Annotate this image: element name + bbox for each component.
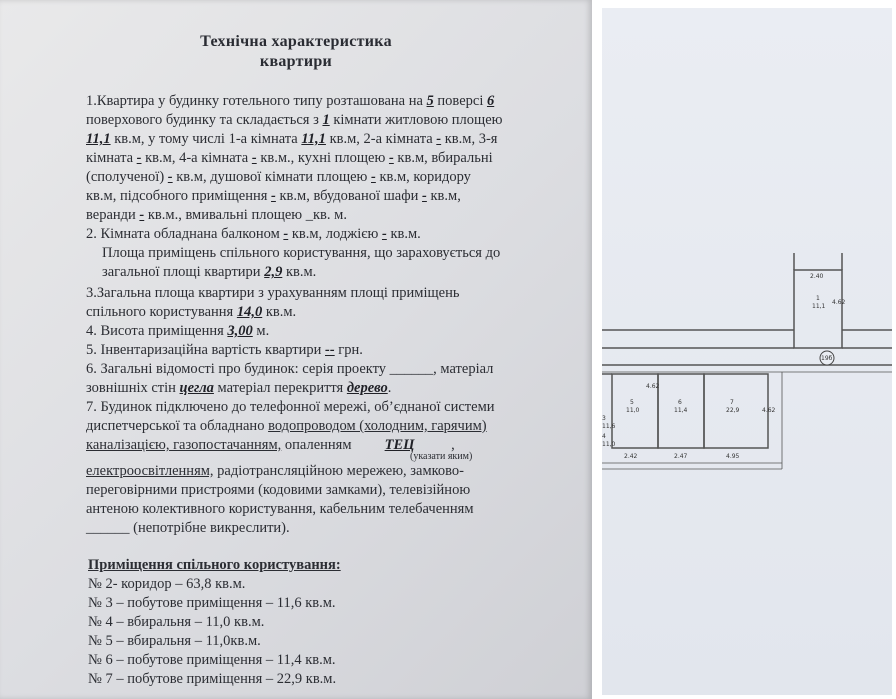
top-room-number: 1 [816, 295, 820, 302]
room7-area: 22,9 [726, 407, 740, 414]
p7-line6: антеною колективного користування, кабельним телебаченням [86, 501, 474, 517]
floor-plan [602, 8, 892, 695]
room6-area: 11,4 [674, 407, 688, 414]
common-room-item: № 6 – побутове приміщення – 11,4 кв.м. [88, 652, 336, 668]
plan-marker: 19б [821, 355, 833, 362]
ceiling-material-value: дерево [346, 380, 388, 396]
common-room-item: № 3 – побутове приміщення – 11,6 кв.м. [88, 595, 336, 611]
p6-line2: зовнішніх стін цегла матеріал перекриття дерево. [86, 380, 392, 396]
floors-value: 6 [486, 93, 495, 109]
heating-hint: (указати яким) [410, 451, 473, 462]
p3-line1: 3.Загальна площа квартири з урахуванням площі приміщень [86, 285, 460, 301]
rooms-value: 1 [322, 112, 330, 128]
water-supply-text: водопроводом (холодним, гарячим) [268, 418, 487, 434]
p2-line3: загальної площі квартири 2,9 кв.м. [102, 264, 317, 280]
room6-number: 6 [678, 399, 682, 406]
room5-width: 2.42 [624, 453, 638, 460]
room5-side: 4.62 [646, 383, 660, 390]
common-room-item: № 4 – вбиральня – 11,0 кв.м. [88, 614, 265, 630]
wall-material-value: цегла [179, 380, 214, 396]
p1-line6: кв.м, підсобного приміщення - кв.м, вбудованої шафи - кв.м, [86, 188, 461, 204]
room7-number: 7 [730, 399, 734, 406]
top-room-depth: 4.62 [832, 299, 846, 306]
left-label: 11,0 [602, 441, 616, 448]
p1-line4: кімната - кв.м, 4-а кімната - кв.м., кухні площею - кв.м, вбиральні [86, 150, 493, 166]
p4-line: 4. Висота приміщення 3,00 м. [86, 323, 270, 339]
doc-title-line1: Технічна характеристика [200, 33, 392, 50]
p7-line2: диспетчерської та обладнано водопроводом (холодним, гарячим) [86, 418, 487, 434]
left-label: 4 [602, 433, 606, 440]
left-label: 3 [602, 415, 606, 422]
p7-line5: переговірними пристроями (кодовими замками), телевізійною [86, 482, 471, 498]
living-area-value: 11,1 [86, 131, 111, 147]
room5-area: 11,0 [626, 407, 640, 414]
common-room-item: № 2- коридор – 63,8 кв.м. [88, 576, 246, 592]
common-area-value: 2,9 [264, 264, 283, 280]
room7-side: 4.62 [762, 407, 776, 414]
heating-value: ТЕЦ [384, 437, 415, 453]
p3-line2: спільного користування 14,0 кв.м. [86, 304, 297, 320]
doc-title-line2: квартири [259, 53, 333, 70]
p7-line7: ______ (непотрібне викреслити). [86, 520, 290, 536]
p2-line1: 2. Кімната обладнана балконом - кв.м, лоджією - кв.м. [86, 226, 421, 242]
p1-line1: 1.Квартира у будинку готельного типу розташована на 5 поверсі 6 [86, 93, 495, 109]
room7-width: 4.95 [726, 453, 740, 460]
room1-value: 11,1 [301, 131, 326, 147]
p7-line1: 7. Будинок підключено до телефонної мережі, об’єднаної системи [86, 399, 495, 415]
cost-value: -- [325, 342, 335, 358]
floor-plan-drawing [602, 8, 892, 695]
common-room-item: № 5 – вбиральня – 11,0кв.м. [88, 633, 261, 649]
room6-width: 2.47 [674, 453, 688, 460]
p2-line2: Площа приміщень спільного користування, що зараховується до [102, 245, 501, 261]
p1-line3: 11,1 кв.м, у тому числі 1-а кімната 11,1 кв.м, 2-а кімната - кв.м, 3-я [86, 131, 498, 147]
p7-line3: каналізацією, газопостачанням, опаленням ТЕЦ , [86, 437, 455, 453]
p5-line: 5. Інвентаризаційна вартість квартири -- грн. [86, 342, 363, 358]
p7-line4: електроосвітленням, радіотрансляційною мережею, замково- [86, 463, 465, 479]
total-area-value: 14,0 [236, 304, 263, 320]
left-label: 11,6 [602, 423, 616, 430]
common-rooms-title: Приміщення спільного користування: [88, 557, 341, 573]
height-value: 3,00 [227, 323, 253, 339]
top-room-area: 11,1 [812, 303, 826, 310]
p1-line5: (сполученої) - кв.м, душової кімнати площею - кв.м, коридору [86, 169, 471, 185]
common-room-item: № 7 – побутове приміщення – 22,9 кв.м. [88, 671, 337, 687]
p1-line7: веранди - кв.м., вмивальні площею _кв. м. [86, 207, 347, 223]
room5-number: 5 [630, 399, 634, 406]
p1-line2: поверхового будинку та складається з 1 кімнати житловою площею [86, 112, 503, 128]
p6-line1: 6. Загальні відомості про будинок: серія проекту ______, матеріал [86, 361, 494, 377]
top-room-width: 2.40 [810, 273, 824, 280]
floor-value: 5 [426, 93, 434, 109]
